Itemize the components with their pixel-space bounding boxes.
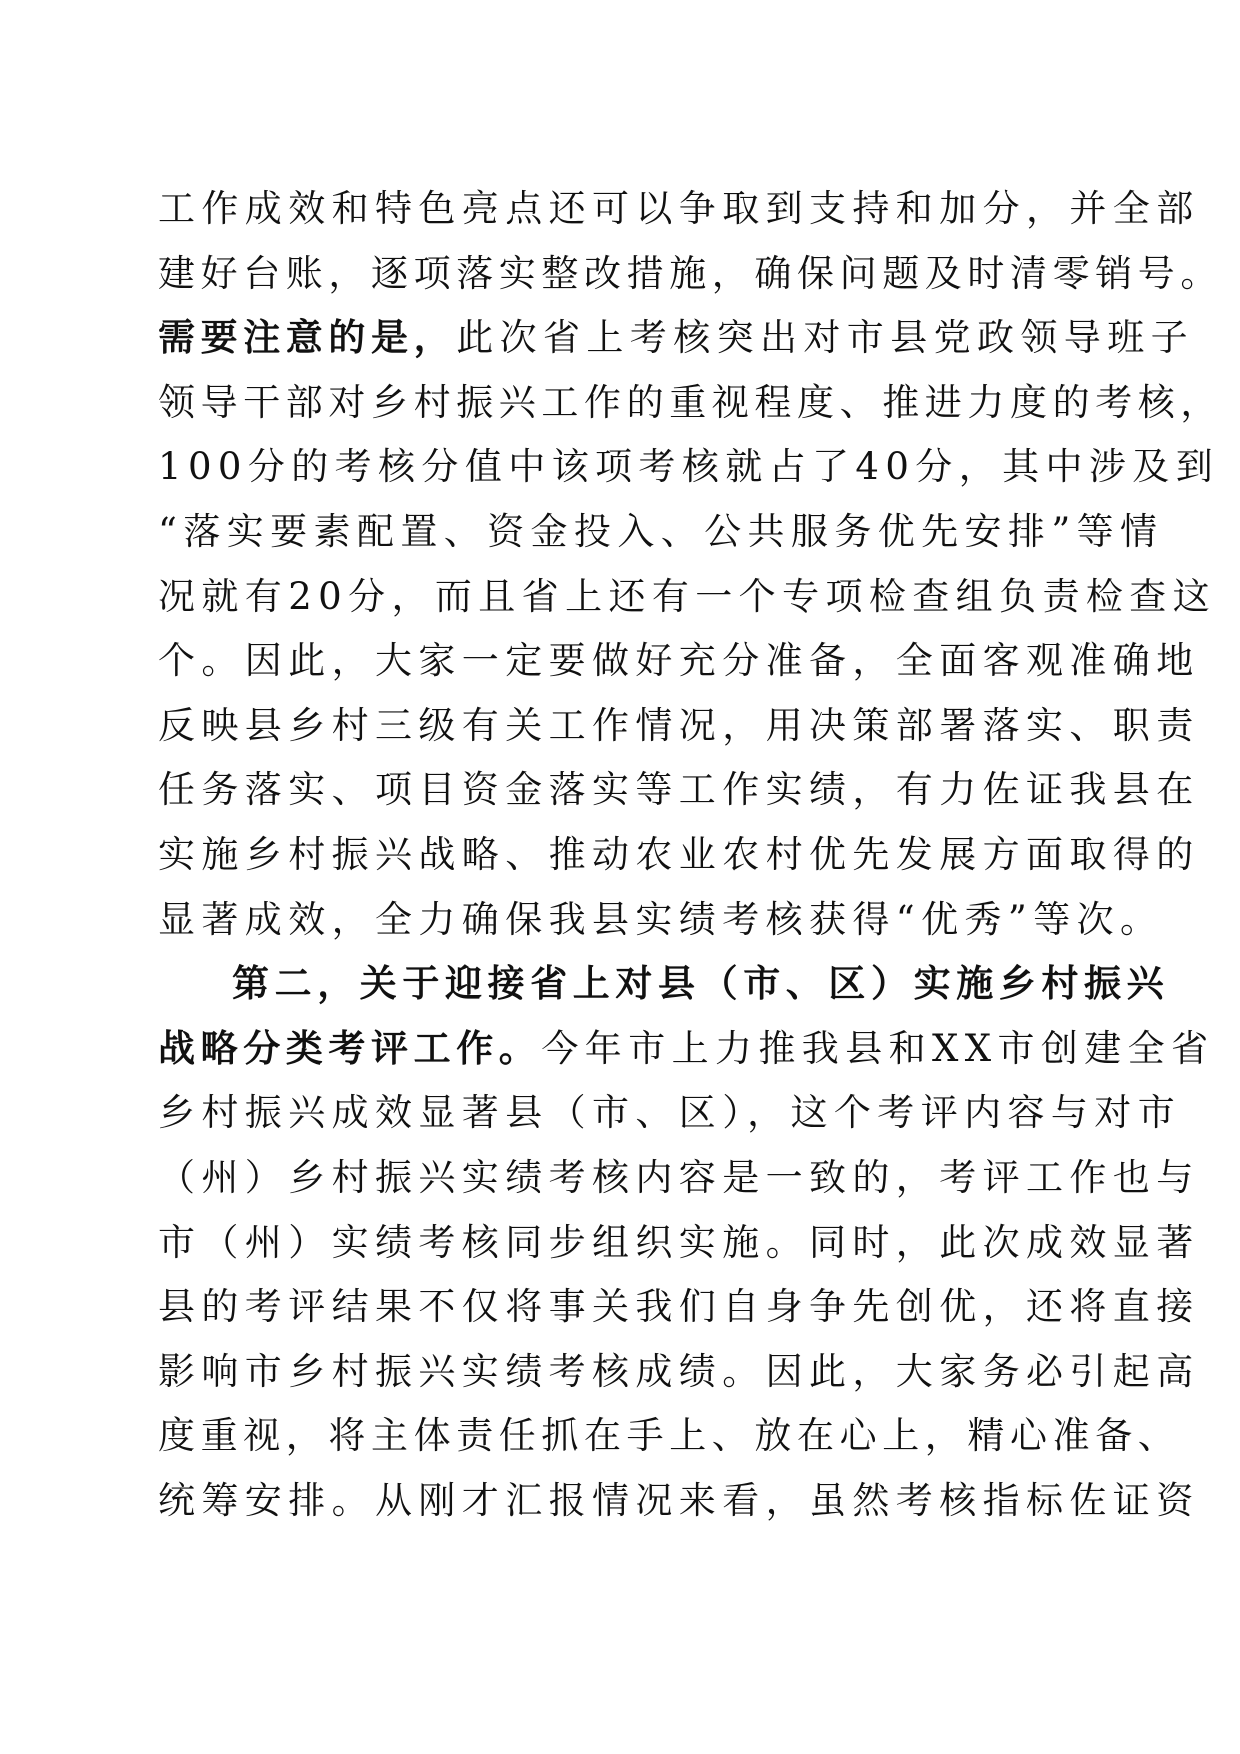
- text-run: 工作成效和特色亮点还可以争取到支持和加分，并全部: [158, 187, 1200, 230]
- text-line: [158, 823, 1200, 888]
- text-run: 乡村振兴成效显著县（市、区），这个考评内容与对市: [158, 1091, 1182, 1135]
- text-line: [158, 371, 1223, 436]
- text-line: [158, 1275, 1200, 1340]
- text-run: 领导干部对乡村振兴工作的重视程度、推进力度的考核，: [158, 380, 1223, 424]
- text-line: [158, 500, 1164, 565]
- text-line: [158, 306, 1195, 371]
- text-run: 实施乡村振兴战略、推动农业农村优先发展方面取得的: [158, 832, 1200, 876]
- text-run: 统筹安排。从刚才汇报情况来看，虽然考核指标佐证资: [158, 1478, 1200, 1522]
- section-heading-continued: 战略分类考评工作。: [158, 1026, 542, 1070]
- text-run: 反映县乡村三级有关工作情况，用决策部署落实、职责: [158, 703, 1200, 747]
- text-line: [158, 629, 1200, 694]
- text-run: 况就有20分，而且省上还有一个专项检查组负责检查这: [158, 574, 1217, 618]
- text-line: [158, 1017, 1215, 1082]
- text-line: [158, 565, 1217, 630]
- text-line: [158, 435, 1220, 500]
- text-line: [158, 1211, 1200, 1276]
- text-line: [158, 758, 1200, 823]
- section-heading: 第二，关于迎接省上对县（市、区）实施乡村振兴: [232, 962, 1170, 1006]
- text-run: 度重视，将主体责任抓在手上、放在心上，精心准备、: [158, 1414, 1181, 1458]
- text-line: [158, 1081, 1182, 1146]
- text-run: （州）乡村振兴实绩考核内容是一致的，考评工作也与: [158, 1155, 1200, 1199]
- text-run: 今年市上力推我县和XX市创建全省: [541, 1026, 1215, 1070]
- text-run: 100分的考核分值中该项考核就占了40分，其中涉及到: [158, 445, 1220, 489]
- document-body: [158, 177, 1223, 1533]
- text-run: 影响市乡村振兴实绩考核成绩。因此，大家务必引起高: [158, 1349, 1200, 1393]
- text-run: 此次省上考核突出对市县党政领导班子: [456, 316, 1195, 360]
- text-run: 建好台账，逐项落实整改措施，确保问题及时清零销号。: [158, 251, 1223, 295]
- text-line: [158, 242, 1223, 307]
- text-run: “落实要素配置、资金投入、公共服务优先安排”等情: [158, 509, 1164, 553]
- section-heading-line: [158, 952, 1170, 1017]
- text-run: 县的考评结果不仅将事关我们自身争先创优，还将直接: [158, 1285, 1200, 1329]
- bold-lead-in: 需要注意的是，: [158, 316, 457, 360]
- text-line: [158, 1340, 1200, 1405]
- text-line: [158, 888, 1164, 953]
- text-line: [158, 1404, 1181, 1469]
- text-run: 市（州）实绩考核同步组织实施。同时，此次成效显著: [158, 1220, 1200, 1264]
- text-run: 任务落实、项目资金落实等工作实绩，有力佐证我县在: [158, 768, 1200, 812]
- text-run: 显著成效，全力确保我县实绩考核获得“优秀”等次。: [158, 897, 1164, 941]
- text-line: [158, 694, 1200, 759]
- text-line: [158, 1146, 1200, 1211]
- text-run: 个。因此，大家一定要做好充分准备，全面客观准确地: [158, 639, 1200, 683]
- text-line: [158, 177, 1200, 242]
- text-line: [158, 1469, 1200, 1534]
